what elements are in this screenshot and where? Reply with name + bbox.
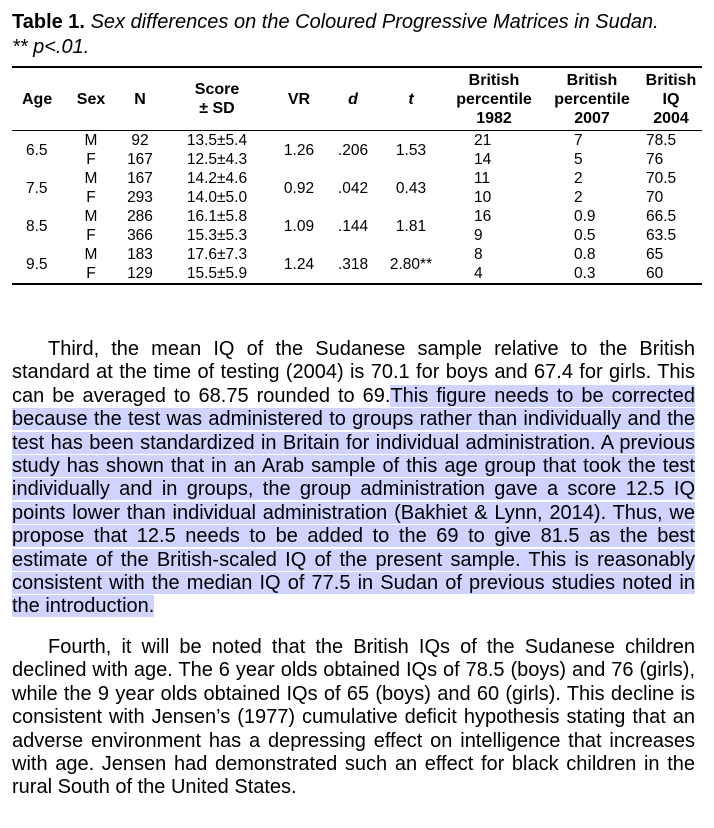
cell-p2007: 0.9 [574, 208, 596, 225]
cell-p1982: 4 [474, 265, 483, 282]
cell-d: .042 [337, 179, 369, 197]
cell-p2007: 2 [574, 170, 583, 187]
cell-score: 12.5±4.3 [186, 151, 248, 168]
cell-p1982: 9 [474, 227, 483, 244]
header-age: Age [22, 90, 53, 108]
cell-t: 0.43 [395, 179, 427, 197]
cell-sex: F [86, 189, 96, 206]
cell-n: 183 [127, 246, 153, 263]
table-row [12, 169, 702, 188]
cell-n: 366 [127, 227, 153, 244]
table-row [12, 207, 702, 226]
cell-n: 293 [127, 189, 153, 206]
cell-p2007: 2 [574, 189, 583, 206]
caption-label: Table 1. [12, 11, 85, 33]
cell-p2007: 0.3 [574, 265, 596, 282]
cell-iq: 63.5 [646, 227, 677, 244]
cell-sex: M [84, 170, 98, 187]
header-british-percentile-1982: British percentile 1982 [456, 71, 532, 127]
cell-n: 92 [131, 132, 149, 149]
header-sex: Sex [76, 90, 106, 108]
cell-vr: 0.92 [283, 179, 315, 197]
cell-p1982: 8 [474, 246, 483, 263]
cell-age: 6.5 [26, 141, 48, 159]
cell-p2007: 0.5 [574, 227, 596, 244]
cell-p1982: 11 [474, 170, 491, 187]
cell-p2007: 0.8 [574, 246, 596, 263]
cell-sex: M [84, 208, 98, 225]
cell-vr: 1.24 [283, 255, 315, 273]
results-table [12, 66, 702, 285]
cell-score: 13.5±5.4 [186, 132, 248, 149]
cell-p2007: 7 [574, 132, 583, 149]
cell-n: 167 [127, 170, 153, 187]
cell-n: 286 [127, 208, 153, 225]
header-d: d [348, 90, 358, 108]
cell-n: 167 [127, 151, 153, 168]
cell-vr: 1.09 [283, 217, 315, 235]
header-n: N [134, 90, 146, 108]
paragraph-third [12, 338, 695, 619]
cell-sex: F [86, 227, 96, 244]
cell-p1982: 14 [474, 151, 492, 168]
cell-score: 15.5±5.9 [186, 265, 248, 282]
caption-note: ** p<.01. [12, 36, 90, 58]
cell-age: 8.5 [26, 217, 48, 235]
table-caption [12, 10, 702, 60]
cell-iq: 65 [646, 246, 664, 263]
cell-p1982: 16 [474, 208, 492, 225]
cell-score: 14.2±4.6 [186, 170, 248, 187]
cell-iq: 66.5 [646, 208, 677, 225]
cell-score: 15.3±5.3 [186, 227, 248, 244]
cell-d: .144 [337, 217, 369, 235]
cell-iq: 70.5 [646, 170, 677, 187]
cell-sex: M [84, 132, 98, 149]
paragraph-third-text: Third, the mean IQ of the Sudanese sample relative to the British standard at the time of testing (2004) is 70.1 for boys and 67.4 for girls. This can be averaged to 68.75 rounded to 69. [12, 338, 695, 407]
cell-d: .206 [337, 141, 369, 159]
cell-t: 1.53 [395, 141, 427, 159]
cell-iq: 60 [646, 265, 664, 282]
cell-sex: F [86, 151, 96, 168]
cell-d: .318 [337, 255, 369, 273]
cell-age: 7.5 [26, 179, 48, 197]
cell-n: 129 [127, 265, 153, 282]
caption-title: Sex differences on the Coloured Progressive Matrices in Sudan. [90, 11, 659, 33]
cell-score: 14.0±5.0 [186, 189, 248, 206]
cell-iq: 70 [646, 189, 664, 206]
cell-t: 2.80** [389, 255, 433, 273]
cell-iq: 76 [646, 151, 664, 168]
cell-sex: F [86, 265, 96, 282]
table-row [12, 131, 702, 151]
cell-score: 16.1±5.8 [186, 208, 248, 225]
highlighted-text-selection[interactable]: This figure needs to be corrected because the test was administered to groups rather than individually and the test has been standardized in Britain for individual administration. A previous study has shown that in an Arab sample of this age group that took the test individually and in groups, the group administration gave a score 12.5 IQ points lower than individual administration (Bakhiet & Lynn, 2014). Thus, we propose that 12.5 needs to be added to the 69 to give 81.5 as the best estimate of the British-scaled IQ of the present sample. This is reasonably consistent with the median IQ of 77.5 in Sudan of previous studies noted in the introduction. [12, 384, 695, 618]
cell-p1982: 10 [474, 189, 492, 206]
paragraph-fourth: Fourth, it will be noted that the British IQs of the Sudanese children declined with age. The 6 year olds obtained IQs of 78.5 (boys) and 76 (girls), while the 9 year olds obtained IQs of 65 (boys) and 60 (girls). This decline is consistent with Jensen’s (1977) cumulative deficit hypothesis stating that an adverse environment has a depressing effect on intelligence that increases with age. Jensen had demonstrated such an effect for black children in the rural South of the United States. [12, 636, 695, 799]
cell-p1982: 21 [474, 132, 492, 149]
cell-t: 1.81 [395, 217, 427, 235]
header-score: Score ± SD [194, 81, 240, 117]
table-header-row [12, 67, 702, 131]
header-british-percentile-2007: British percentile 2007 [554, 71, 630, 127]
cell-p2007: 5 [574, 151, 583, 168]
cell-age: 9.5 [26, 255, 48, 273]
cell-vr: 1.26 [283, 141, 315, 159]
header-british-iq-2004: British IQ 2004 [645, 71, 697, 127]
header-t: t [408, 90, 414, 108]
cell-score: 17.6±7.3 [186, 246, 248, 263]
cell-sex: M [84, 246, 98, 263]
table-row [12, 245, 702, 264]
header-vr: VR [287, 90, 311, 108]
cell-iq: 78.5 [646, 132, 677, 149]
